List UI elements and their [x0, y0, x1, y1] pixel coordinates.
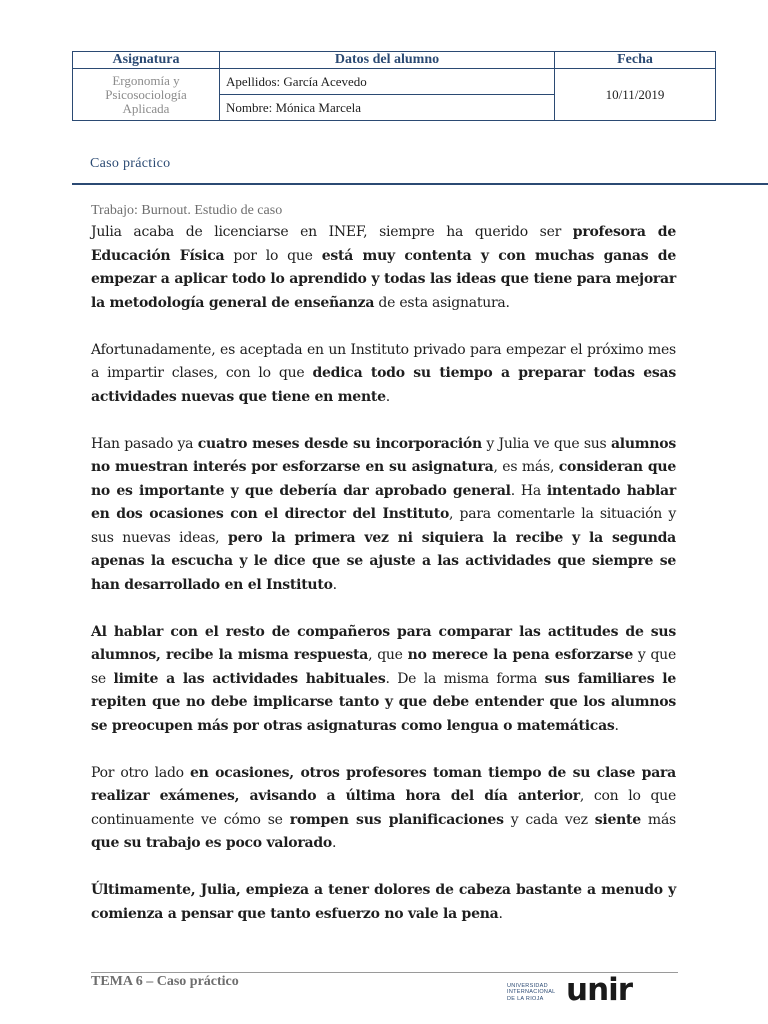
footer-caso: Caso práctico [156, 974, 239, 989]
bold-run: cuatro meses desde su incorporación [197, 435, 482, 452]
text-run: . [614, 717, 619, 734]
logo-line-1: UNIVERSIDAD [507, 983, 548, 989]
text-run: más [640, 811, 676, 828]
text-run: Por otro lado [91, 764, 190, 781]
paragraph [91, 339, 676, 410]
unir-logo-subtext [507, 983, 565, 1002]
bold-run: dedica todo su tiempo a preparar todas esas actividades nuevas que tiene en mente [91, 365, 677, 405]
text-run: . [332, 576, 337, 593]
section-divider [72, 183, 768, 185]
paragraph [91, 762, 676, 856]
text-run: , es más, [493, 459, 559, 475]
text-run: , que [368, 647, 408, 663]
text-run: y Julia ve que sus [481, 435, 611, 452]
text-run: . [385, 388, 390, 405]
asignatura-line-3: Aplicada [122, 100, 170, 116]
header-col-datos: Datos del alumno [220, 52, 555, 69]
paragraph [91, 621, 676, 739]
footer-separator: – [142, 974, 157, 989]
fecha-value: 10/11/2019 [555, 69, 716, 121]
bold-run: profesora de Educación Física [91, 224, 676, 264]
text-run: Afortunadamente, es aceptada en un Instituto privado para empezar el próximo mes a impartir clases, con lo que [91, 341, 676, 381]
text-run: y cada vez [503, 811, 595, 828]
text-run: . [498, 905, 503, 922]
document-subtitle: Trabajo: Burnout. Estudio de caso [91, 203, 283, 218]
asignatura-line-1: Ergonomía y [112, 72, 180, 88]
text-run: , con lo que continuamente ve cómo se [91, 788, 676, 828]
header-table [72, 51, 716, 121]
text-run: . [331, 835, 337, 851]
asignatura-value [73, 69, 220, 121]
bold-run: está muy contenta y con muchas ganas de empezar a aplicar todo lo aprendido y todas las ideas que tiene para mejorar la metodología general de enseñanza [91, 247, 676, 311]
case-body [91, 221, 676, 950]
text-run: Julia acaba de licenciarse en INEF, siempre ha querido ser [91, 224, 573, 240]
text-run: . Ha [510, 482, 547, 499]
bold-run: limite a las actividades habituales [113, 670, 386, 687]
text-run: por lo que [224, 247, 322, 264]
nombre-value: Nombre: Mónica Marcela [220, 95, 555, 121]
bold-run: intentado hablar en dos ocasiones con el director del Instituto [91, 482, 676, 522]
paragraph [91, 879, 676, 926]
text-run: de esta asignatura. [374, 294, 510, 311]
header-col-fecha: Fecha [555, 52, 716, 69]
logo-line-3: DE LA RIOJA [507, 995, 544, 1002]
bold-run: en ocasiones, otros profesores toman tiempo de su clase para realizar exámenes, avisando a última hora del día anterior [91, 764, 676, 804]
section-title: Caso práctico [90, 156, 171, 171]
bold-run: rompen sus planificaciones [289, 811, 504, 828]
text-run: , para comentarle la situación y sus nuevas ideas, [91, 506, 676, 546]
bold-run: pero la primera vez ni siquiera la recibe y la segunda apenas la escucha y le dice que se ajuste a las actividades que siempre se han desarrollado en el Instituto [91, 529, 676, 593]
footer-tema: TEMA 6 [91, 974, 143, 989]
bold-run: consideran que no es importante y que debería dar aprobado general [91, 459, 676, 499]
logo-line-2: INTERNACIONAL [507, 989, 556, 996]
text-run: . De la misma forma [385, 670, 545, 687]
footer-label [91, 974, 239, 990]
text-run: y que se [91, 647, 676, 687]
unir-logo: unir [566, 972, 633, 1008]
paragraph [91, 433, 676, 598]
bold-run: que su trabajo es poco valorado [91, 835, 332, 851]
apellidos-value: Apellidos: García Acevedo [220, 69, 555, 95]
bold-run: sus familiares le repiten que no debe implicarse tanto y que debe entender que los alumnos se preocupen más por otras asignaturas como lengua o matemáticas [91, 670, 676, 734]
bold-run: Al hablar con el resto de compañeros para comparar las actitudes de sus alumnos, recibe la misma respuesta [91, 623, 676, 663]
bold-run: siente [594, 811, 641, 828]
paragraph [91, 221, 676, 315]
text-run: Han pasado ya [91, 435, 198, 452]
bold-run: alumnos no muestran interés por esforzarse en su asignatura [91, 435, 676, 475]
header-col-asignatura: Asignatura [73, 52, 220, 69]
asignatura-line-2: Psicosociología [105, 86, 187, 102]
bold-run: no merece la pena esforzarse [407, 647, 633, 663]
bold-run: Últimamente, Julia, empieza a tener dolores de cabeza bastante a menudo y comienza a pensar que tanto esfuerzo no vale la pena [91, 882, 676, 922]
